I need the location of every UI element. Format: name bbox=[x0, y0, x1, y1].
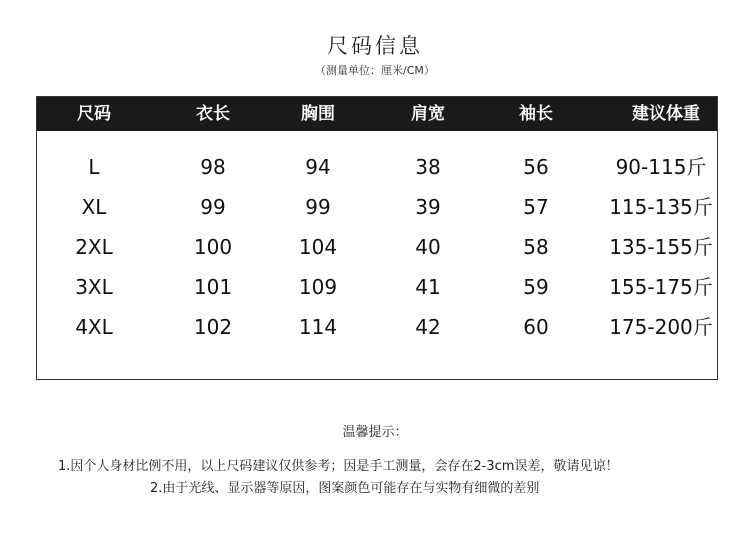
table-row bbox=[37, 187, 717, 227]
column-header-sleeve: 袖长 bbox=[519, 104, 553, 124]
cell-sleeve: 56 bbox=[523, 155, 549, 179]
cell-length: 99 bbox=[200, 195, 226, 219]
table-row bbox=[37, 267, 717, 307]
cell-size: 2XL bbox=[75, 235, 113, 259]
cell-sleeve: 57 bbox=[523, 195, 549, 219]
column-header-weight: 建议体重 bbox=[632, 104, 700, 124]
cell-length: 98 bbox=[200, 155, 226, 179]
cell-length: 100 bbox=[193, 235, 233, 259]
cell-chest: 94 bbox=[305, 155, 331, 179]
unit-note: （测量单位：厘米/CM） bbox=[315, 64, 435, 77]
table-header bbox=[37, 97, 717, 131]
cell-chest: 109 bbox=[298, 275, 338, 299]
column-header-chest: 胸围 bbox=[301, 104, 335, 124]
cell-size: L bbox=[88, 155, 100, 179]
cell-chest: 104 bbox=[298, 235, 338, 259]
cell-shoulder: 41 bbox=[415, 275, 441, 299]
cell-sleeve: 59 bbox=[523, 275, 549, 299]
table-row bbox=[37, 147, 717, 187]
cell-weight: 175-200斤 bbox=[609, 315, 713, 339]
tip-line-2: 2.由于光线、显示器等原因，图案颜色可能存在与实物有细微的差别 bbox=[150, 481, 540, 496]
table-row bbox=[37, 227, 717, 267]
cell-length: 102 bbox=[193, 315, 233, 339]
cell-chest: 114 bbox=[298, 315, 338, 339]
size-table bbox=[36, 96, 718, 380]
tip-line-1: 1.因个人身材比例不用，以上尺码建议仅供参考；因是手工测量，会存在2-3cm误差，敬请见谅！ bbox=[58, 459, 619, 474]
table-row bbox=[37, 307, 717, 347]
page-title: 尺码信息 bbox=[327, 34, 423, 58]
cell-shoulder: 39 bbox=[415, 195, 441, 219]
cell-length: 101 bbox=[193, 275, 233, 299]
cell-chest: 99 bbox=[305, 195, 331, 219]
cell-weight: 155-175斤 bbox=[609, 275, 713, 299]
column-header-length: 衣长 bbox=[196, 104, 230, 124]
cell-shoulder: 42 bbox=[415, 315, 441, 339]
cell-shoulder: 40 bbox=[415, 235, 441, 259]
column-header-size: 尺码 bbox=[77, 104, 111, 124]
cell-shoulder: 38 bbox=[415, 155, 441, 179]
cell-size: 4XL bbox=[75, 315, 113, 339]
cell-sleeve: 58 bbox=[523, 235, 549, 259]
cell-weight: 90-115斤 bbox=[615, 155, 707, 179]
cell-weight: 115-135斤 bbox=[609, 195, 713, 219]
cell-size: 3XL bbox=[75, 275, 113, 299]
cell-size: XL bbox=[81, 195, 107, 219]
cell-weight: 135-155斤 bbox=[609, 235, 713, 259]
column-header-shoulder: 肩宽 bbox=[411, 104, 445, 124]
tips-title: 温馨提示： bbox=[342, 425, 408, 440]
cell-sleeve: 60 bbox=[523, 315, 549, 339]
